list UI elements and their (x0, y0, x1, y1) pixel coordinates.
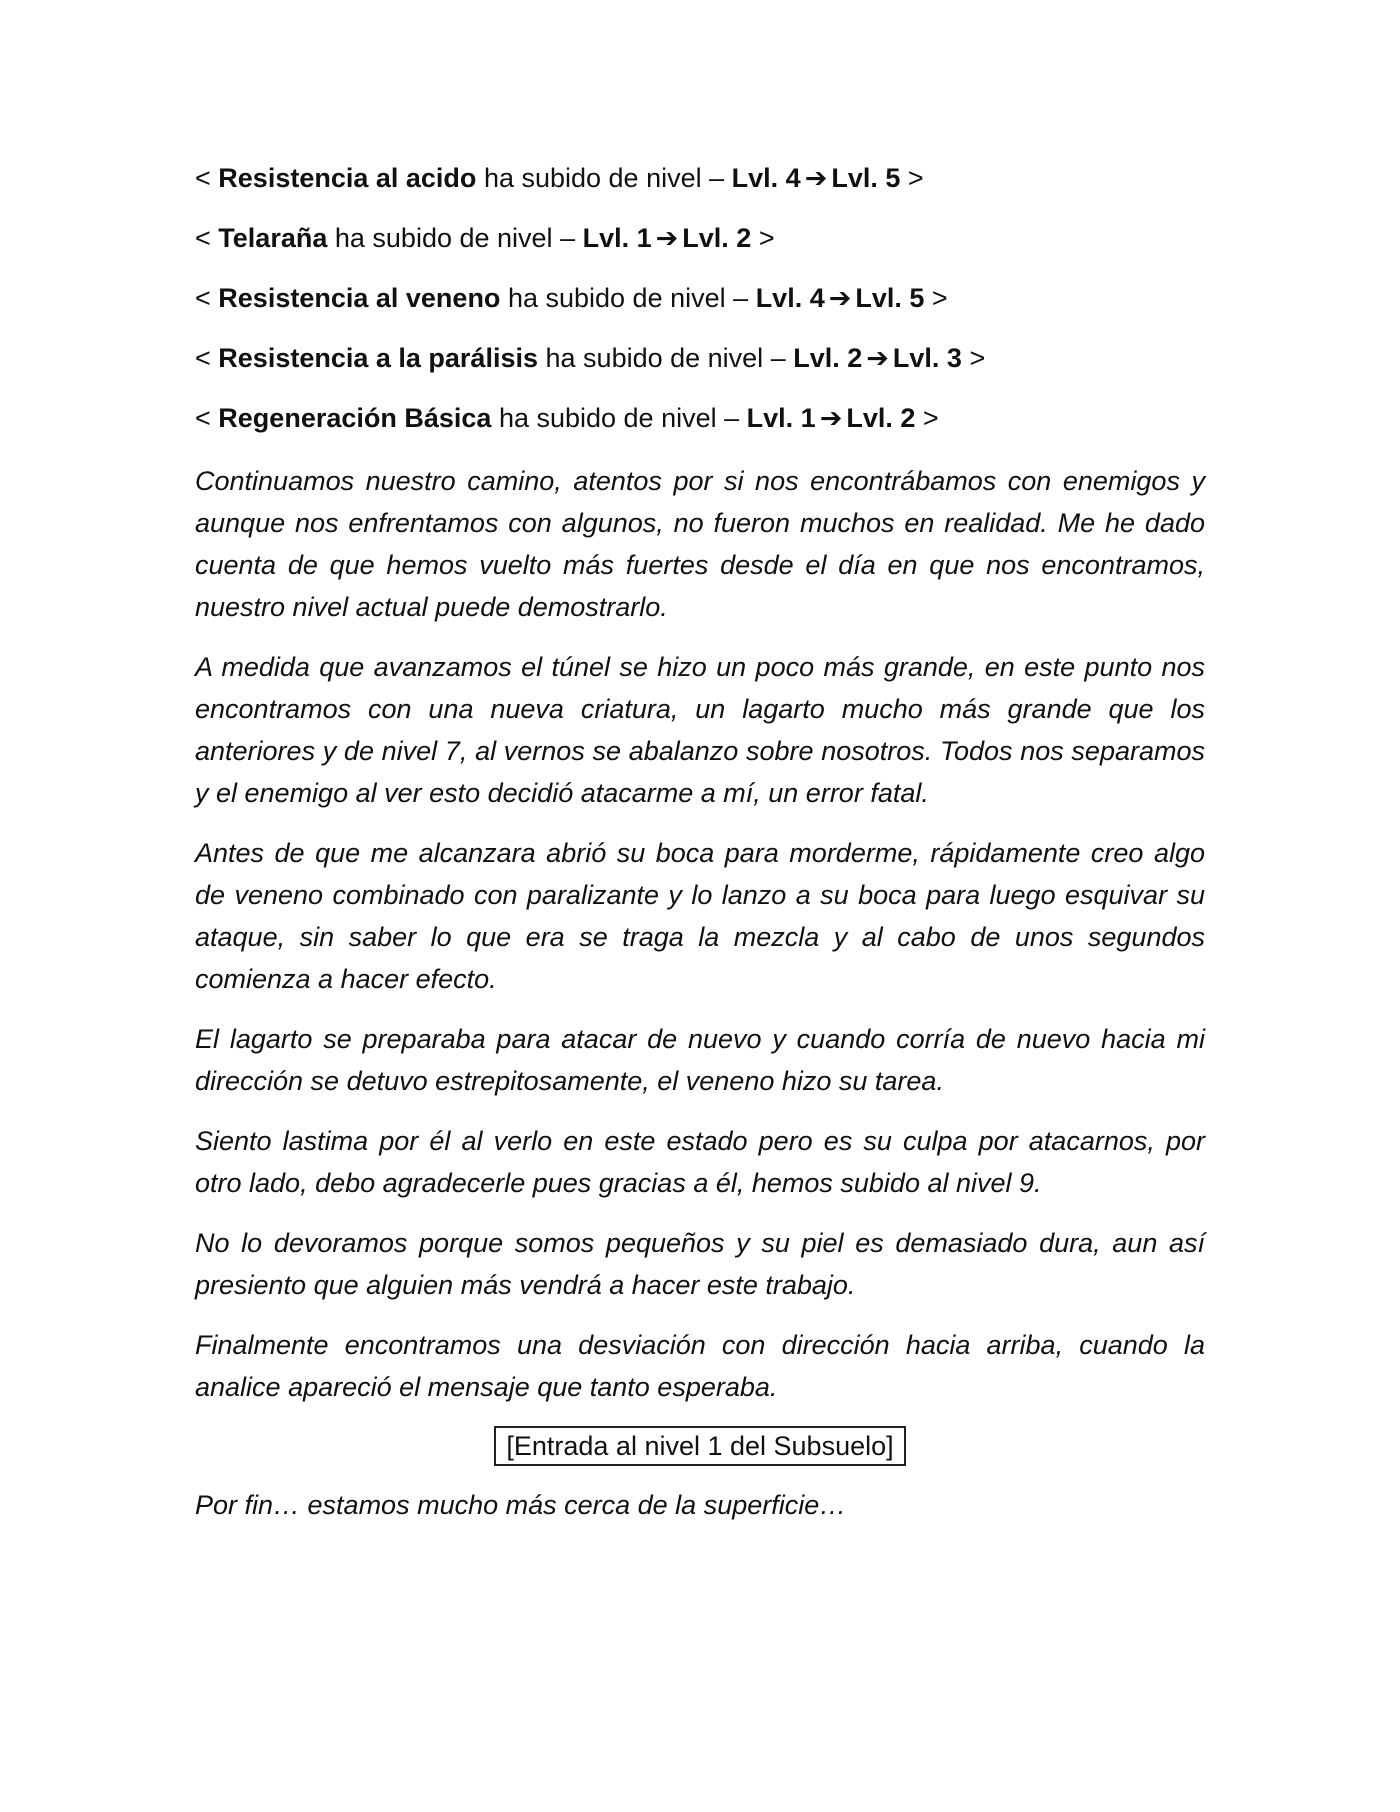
close-bracket: > (907, 163, 924, 193)
narrative-paragraph: Continuamos nuestro camino, atentos por si nos encontrábamos con enemigos y aunque nos enfrentamos con algunos, no fueron muchos en realidad. Me he dado cuenta de que hemos vuelto más fuertes desde el día en que nos encontramos, nuestro nivel actual puede demostrarlo. (195, 466, 1205, 622)
narrative-paragraph: El lagarto se preparaba para atacar de nuevo y cuando corría de nuevo hacia mi dirección se detuvo estrepitosamente, el veneno hizo su tarea. (195, 1024, 1205, 1096)
level-to: Lvl. 2 (846, 403, 916, 433)
dash: – (560, 223, 576, 253)
levelup-text: ha subido de nivel (507, 283, 726, 313)
open-bracket: < (195, 403, 211, 433)
levelup-line (195, 280, 1205, 316)
levelup-text: ha subido de nivel (545, 343, 764, 373)
arrow-right-icon: ➔ (804, 163, 828, 193)
skill-name: Resistencia a la parálisis (218, 343, 538, 373)
level-from: Lvl. 1 (582, 223, 652, 253)
levelup-text: ha subido de nivel (498, 403, 717, 433)
close-bracket: > (969, 343, 986, 373)
skill-name: Telaraña (218, 223, 328, 253)
level-to: Lvl. 3 (892, 343, 962, 373)
level-from: Lvl. 4 (731, 163, 801, 193)
arrow-right-icon: ➔ (655, 223, 679, 253)
system-message-box: [Entrada al nivel 1 del Subsuelo] (494, 1426, 905, 1466)
level-to: Lvl. 5 (855, 283, 925, 313)
levelup-text: ha subido de nivel (483, 163, 702, 193)
system-message-container (195, 1426, 1205, 1466)
levelup-line (195, 400, 1205, 436)
level-from: Lvl. 2 (793, 343, 863, 373)
open-bracket: < (195, 283, 211, 313)
open-bracket: < (195, 223, 211, 253)
levelup-text: ha subido de nivel (334, 223, 553, 253)
skill-name: Resistencia al acido (218, 163, 477, 193)
skill-name: Regeneración Básica (218, 403, 492, 433)
narrative-paragraph: Siento lastima por él al verlo en este estado pero es su culpa por atacarnos, por otro lado, debo agradecerle pues gracias a él, hemos subido al nivel 9. (195, 1126, 1205, 1198)
close-bracket: > (931, 283, 948, 313)
narrative-paragraph: No lo devoramos porque somos pequeños y su piel es demasiado dura, aun así presiento que alguien más vendrá a hacer este trabajo. (195, 1228, 1205, 1300)
open-bracket: < (195, 163, 211, 193)
level-to: Lvl. 5 (831, 163, 901, 193)
dash: – (724, 403, 740, 433)
open-bracket: < (195, 343, 211, 373)
level-from: Lvl. 4 (755, 283, 825, 313)
closing-paragraph: Por fin… estamos mucho más cerca de la superficie… (195, 1490, 847, 1520)
close-bracket: > (758, 223, 775, 253)
close-bracket: > (922, 403, 939, 433)
document-page (195, 160, 1205, 1544)
arrow-right-icon: ➔ (819, 403, 843, 433)
dash: – (770, 343, 786, 373)
level-from: Lvl. 1 (746, 403, 816, 433)
levelup-line (195, 220, 1205, 256)
level-to: Lvl. 2 (682, 223, 752, 253)
arrow-right-icon: ➔ (866, 343, 889, 373)
skill-name: Resistencia al veneno (218, 283, 501, 313)
dash: – (733, 283, 749, 313)
narrative-paragraph: Finalmente encontramos una desviación con dirección hacia arriba, cuando la analice apareció el mensaje que tanto esperaba. (195, 1330, 1205, 1402)
narrative-paragraph: A medida que avanzamos el túnel se hizo un poco más grande, en este punto nos encontramos con una nueva criatura, un lagarto mucho más grande que los anteriores y de nivel 7, al vernos se abalanzo sobre nosotros. Todos nos separamos y el enemigo al ver esto decidió atacarme a mí, un error fatal. (195, 652, 1205, 808)
dash: – (709, 163, 725, 193)
levelup-line (195, 340, 1205, 376)
levelup-line (195, 160, 1205, 196)
arrow-right-icon: ➔ (828, 283, 852, 313)
narrative-paragraph: Antes de que me alcanzara abrió su boca para morderme, rápidamente creo algo de veneno combinado con paralizante y lo lanzo a su boca para luego esquivar su ataque, sin saber lo que era se traga la mezcla y al cabo de unos segundos comienza a hacer efecto. (195, 838, 1205, 994)
